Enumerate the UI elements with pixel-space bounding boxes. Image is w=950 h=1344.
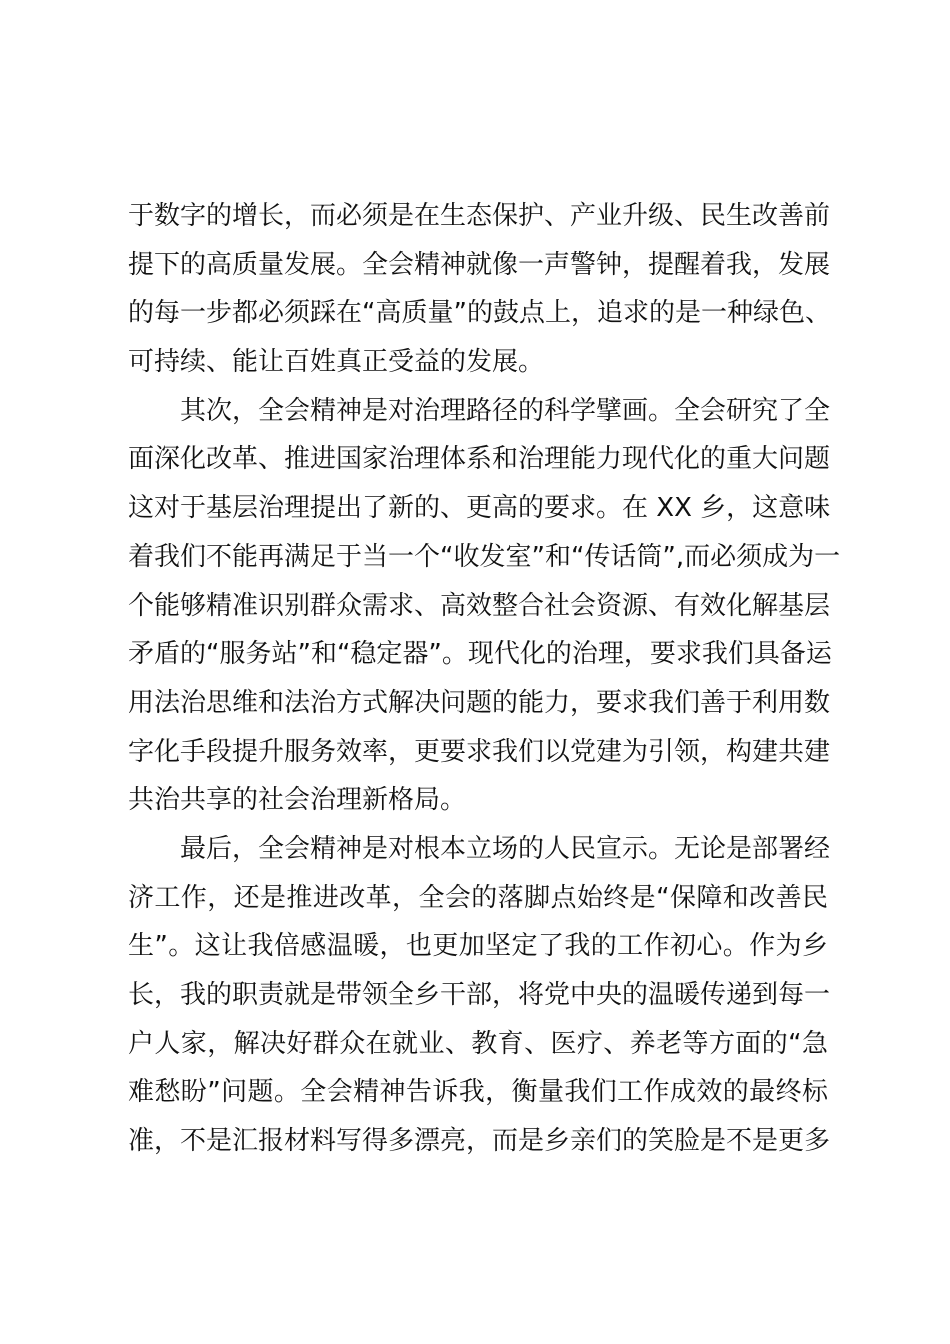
- text-line: 面深化改革、推进国家治理体系和治理能力现代化的重大问题: [128, 444, 831, 475]
- text-line: 难愁盼”问题。全会精神告诉我，衡量我们工作成效的最终标: [128, 1077, 828, 1108]
- paragraph-2: [128, 387, 841, 825]
- text-line: 矛盾的“服务站”和“稳定器”。现代化的治理，要求我们具备运: [128, 639, 832, 670]
- paragraph-3: [128, 825, 831, 1166]
- text-line: 字化手段提升服务效率，更要求我们以党建为引领，构建共建: [128, 736, 831, 767]
- paragraph-1: [128, 192, 831, 387]
- text-line: 长，我的职责就是带领全乡干部，将党中央的温暖传递到每一: [128, 980, 831, 1010]
- text-line: 可持续、能让百姓真正受益的发展。: [128, 347, 545, 378]
- text-line: 户人家，解决好群众在就业、教育、医疗、养老等方面的“急: [128, 1028, 828, 1059]
- text-line: 共治共享的社会治理新格局。: [128, 785, 467, 816]
- text-line: 着我们不能再满足于当一个“收发室”和“传话筒”,而必须成为一: [128, 541, 841, 572]
- text-line: 的每一步都必须踩在“高质量”的鼓点上，追求的是一种绿色、: [128, 298, 831, 329]
- text-line: 济工作，还是推进改革，全会的落脚点始终是“保障和改善民: [128, 882, 828, 913]
- text-line: 个能够精准识别群众需求、高效整合社会资源、有效化解基层: [128, 590, 831, 621]
- text-line: 最后，全会精神是对根本立场的人民宣示。无论是部署经: [180, 833, 831, 864]
- text-line: 用法治思维和法治方式解决问题的能力，要求我们善于利用数: [128, 687, 831, 718]
- document-body: [128, 192, 841, 1166]
- text-line: 准，不是汇报材料写得多漂亮，而是乡亲们的笑脸是不是更多: [128, 1126, 831, 1157]
- text-line: 提下的高质量发展。全会精神就像一声警钟，提醒着我，发展: [128, 249, 831, 280]
- text-line: 其次，全会精神是对治理路径的科学擘画。全会研究了全: [180, 395, 831, 426]
- text-line: 生”。这让我倍感温暖，也更加坚定了我的工作初心。作为乡: [128, 931, 828, 962]
- text-line: 这对于基层治理提出了新的、更高的要求。在 XX 乡，这意味: [128, 493, 831, 524]
- text-line: 于数字的增长，而必须是在生态保护、产业升级、民生改善前: [128, 201, 831, 231]
